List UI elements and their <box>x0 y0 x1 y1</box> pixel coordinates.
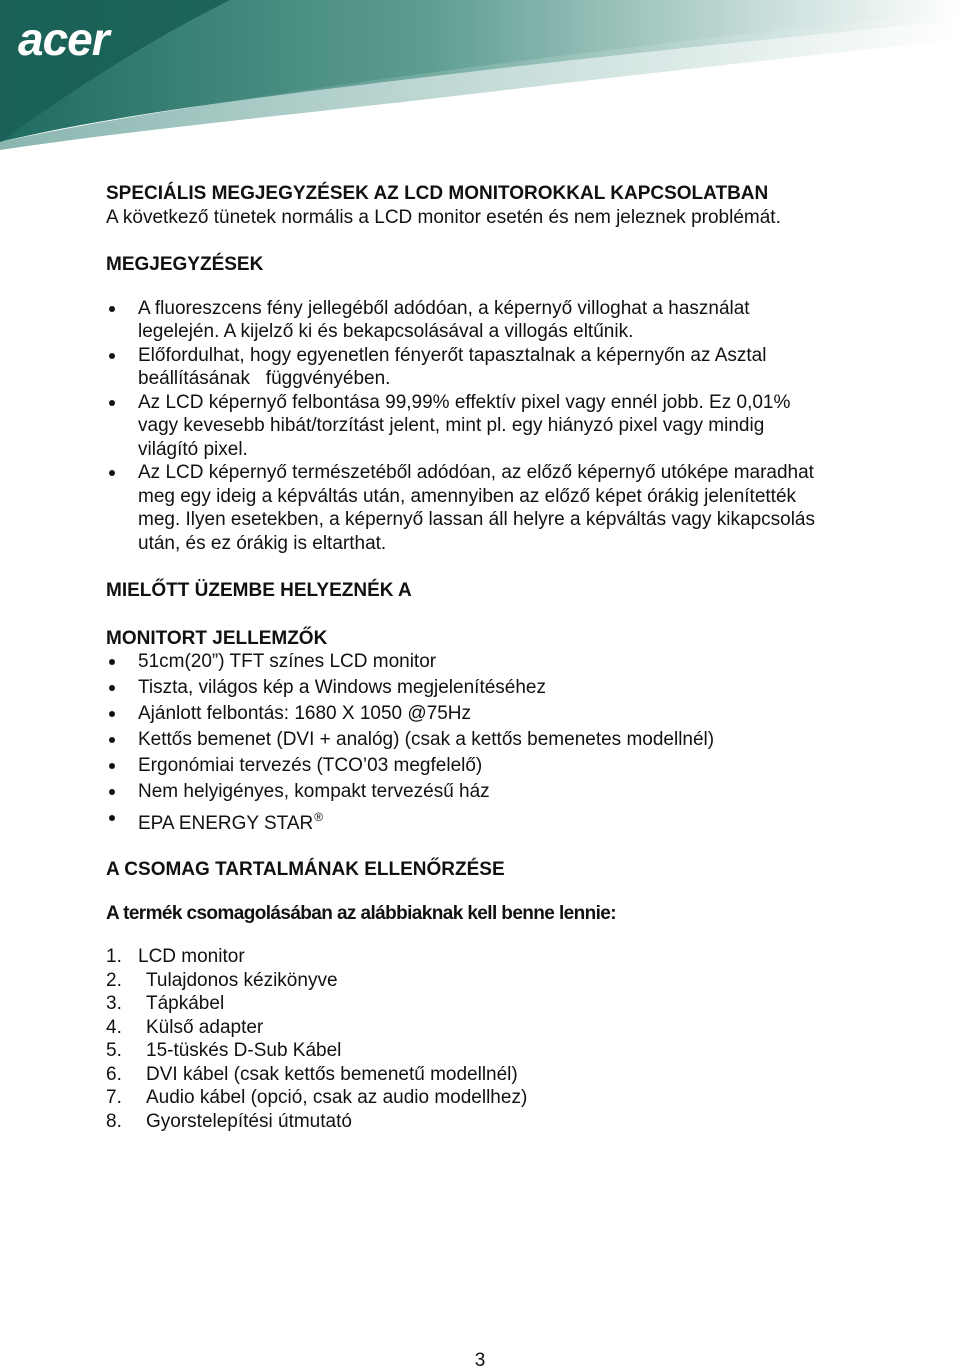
item-text: Külső adapter <box>146 1016 264 1038</box>
list-item <box>106 969 826 993</box>
item-number: 8. <box>106 1110 122 1132</box>
item-text: 15-tüskés D-Sub Kábel <box>146 1040 342 1061</box>
energy-star-label: EPA ENERGY STAR <box>138 813 314 834</box>
registered-mark: ® <box>314 810 324 824</box>
item-text: Tápkábel <box>146 993 225 1014</box>
list-item: Az LCD képernyő felbontása 99,99% effektív pixel vagy ennél jobb. Ez 0,01% vagy kevesebb hibát/torzítást jelent, mint pl. egy hiányzó pixel vagy mindig világító pixel. <box>106 391 826 462</box>
list-item <box>106 1016 826 1040</box>
item-number: 6. <box>106 1063 122 1085</box>
list-item: 51cm(20”) TFT színes LCD monitor <box>106 650 826 674</box>
list-item: Ajánlott felbontás: 1680 X 1050 @75Hz <box>106 702 826 726</box>
package-subtitle: A termék csomagolásában az alábbiaknak kell benne lennie: <box>106 902 616 924</box>
item-number: 5. <box>106 1040 122 1061</box>
item-number: 1. <box>106 946 122 967</box>
item-text: Audio kábel (opció, csak az audio modellhez) <box>146 1087 528 1108</box>
package-list <box>106 945 826 1133</box>
notes-heading: MEGJEGYZÉSEK <box>106 254 264 275</box>
list-item: Kettős bemenet (DVI + analóg) (csak a kettős bemenetes modellnél) <box>106 728 826 752</box>
item-text: Tulajdonos kézikönyve <box>146 969 338 991</box>
before-use-heading: MIELŐTT ÜZEMBE HELYEZNÉK A <box>106 580 412 601</box>
list-item: A fluoreszcens fény jellegéből adódóan, a képernyő villoghat a használat legelején. A kijelző ki és bekapcsolásával a villogás eltűnik. <box>106 297 826 344</box>
list-item: Nem helyigényes, kompakt tervezésű ház <box>106 780 826 804</box>
list-item <box>106 992 826 1016</box>
list-item: Előfordulhat, hogy egyenetlen fényerőt tapasztalnak a képernyőn az Asztal beállításának függvényében. <box>106 344 826 391</box>
section-title-special-notes: SPECIÁLIS MEGJEGYZÉSEK AZ LCD MONITOROKKAL KAPCSOLATBAN <box>106 183 769 204</box>
item-number: 3. <box>106 993 122 1014</box>
item-text: LCD monitor <box>138 946 245 967</box>
page-header-banner <box>0 0 960 150</box>
list-item-energy-star <box>106 806 826 836</box>
list-item: Ergonómiai tervezés (TCO’03 megfelelő) <box>106 754 826 778</box>
notes-list <box>106 297 826 556</box>
section-intro: A következő tünetek normális a LCD monitor esetén és nem jeleznek problémát. <box>106 206 781 228</box>
list-item: Tiszta, világos kép a Windows megjelenítéséhez <box>106 676 826 700</box>
list-item <box>106 1110 826 1134</box>
item-text: Gyorstelepítési útmutató <box>146 1110 352 1132</box>
features-list <box>106 650 826 836</box>
list-item <box>106 1063 826 1087</box>
page-number: 3 <box>474 1350 486 1371</box>
item-number: 7. <box>106 1087 122 1108</box>
features-heading: MONITORT JELLEMZŐK <box>106 627 328 649</box>
item-text: DVI kábel (csak kettős bemenetű modellnél) <box>146 1063 518 1085</box>
item-number: 4. <box>106 1016 122 1038</box>
list-item <box>106 1039 826 1063</box>
list-item <box>106 1086 826 1110</box>
item-number: 2. <box>106 969 122 991</box>
list-item: Az LCD képernyő természetéből adódóan, az előző képernyő utóképe maradhat meg egy ideig a képváltás után, amennyiben az előző képet órákig jelenítették meg. Ilyen esetekben, a képernyő lassan áll helyre a képváltás vagy kikapcsolás után, és ez órákig is eltarthat. <box>106 461 826 555</box>
acer-logo: acer <box>18 13 109 65</box>
document-body <box>106 182 826 1133</box>
package-heading: A CSOMAG TARTALMÁNAK ELLENŐRZÉSE <box>106 859 505 880</box>
list-item <box>106 945 826 969</box>
header-swoosh <box>0 0 960 150</box>
